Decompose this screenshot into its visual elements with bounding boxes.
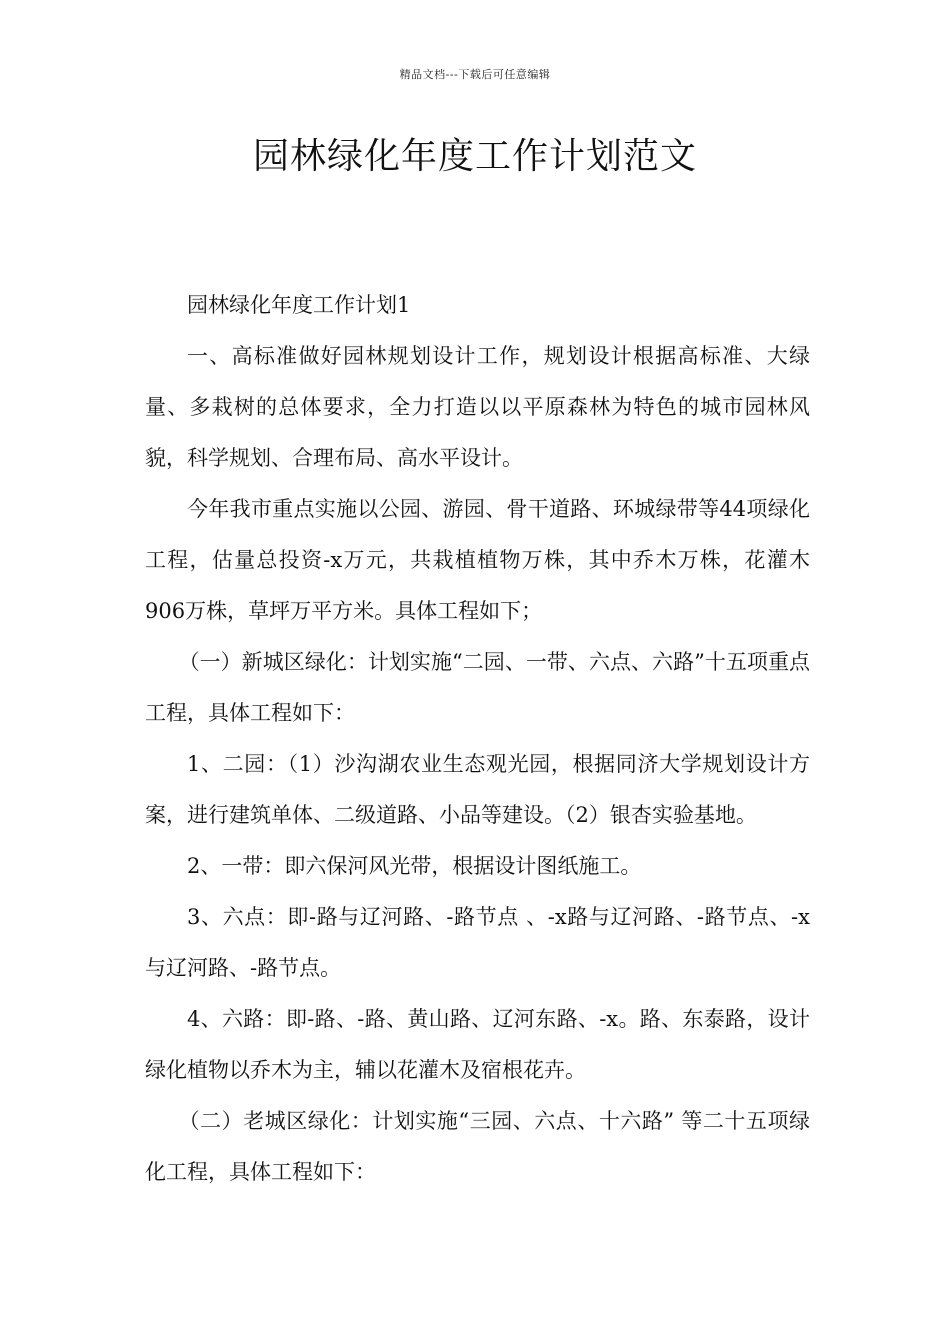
paragraph-six-roads: 4、六路：即-路、-路、黄山路、辽河东路、-x。路、东泰路，设计绿化植物以乔木为主，辅以花灌木及宿根花卉。 bbox=[145, 1007, 810, 1082]
paragraph-new-district: （一）新城区绿化：计划实施“二园、一带、六点、六路”十五项重点工程，具体工程如下： bbox=[145, 650, 810, 725]
paragraph-planning-design: 一、高标准做好园林规划设计工作，规划设计根据高标准、大绿量、多栽树的总体要求，全力打造以以平原森林为特色的城市园林风貌，科学规划、合理布局、高水平设计。 bbox=[145, 344, 810, 470]
paragraph-two-parks: 1、二园：（1）沙沟湖农业生态观光园，根据同济大学规划设计方案，进行建筑单体、二级道路、小品等建设。（2）银杏实验基地。 bbox=[145, 752, 810, 827]
document-body bbox=[145, 280, 810, 1198]
section-heading: 园林绿化年度工作计划1 bbox=[187, 293, 411, 317]
paragraph-projects-overview: 今年我市重点实施以公园、游园、骨干道路、环城绿带等44项绿化工程，估量总投资-x万元，共栽植植物万株，其中乔木万株，花灌木906万株，草坪万平方米。具体工程如下； bbox=[145, 497, 810, 623]
paragraph-six-points: 3、六点：即-路与辽河路、-路节点 、-x路与辽河路、-路节点、-x与辽河路、-路节点。 bbox=[145, 905, 810, 980]
paragraph-old-district: （二）老城区绿化：计划实施“三园、六点、十六路” 等二十五项绿化工程，具体工程如下： bbox=[145, 1109, 810, 1184]
document-title: 园林绿化年度工作计划范文 bbox=[252, 136, 697, 177]
paragraph-one-belt: 2、一带：即六保河风光带，根据设计图纸施工。 bbox=[187, 854, 642, 878]
header-note: 精品文档---下载后可任意编辑 bbox=[399, 68, 551, 81]
